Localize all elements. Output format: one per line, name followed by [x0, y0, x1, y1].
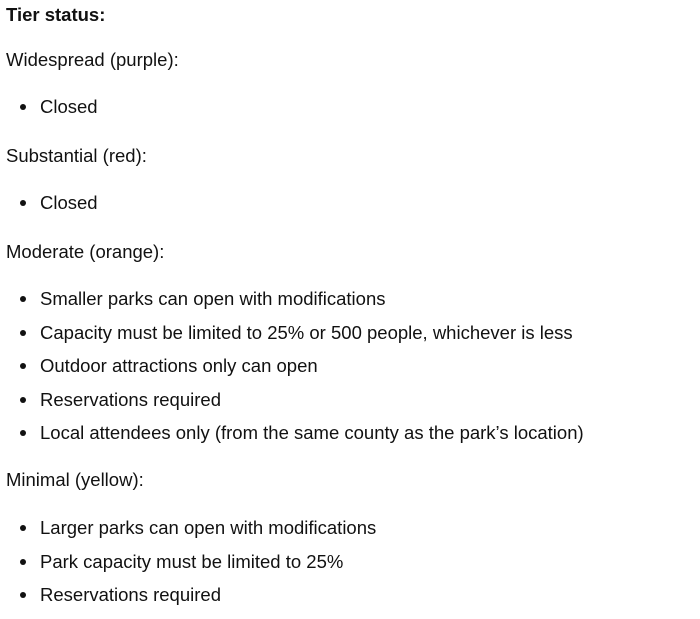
list-item-text: Larger parks can open with modifications — [40, 517, 377, 538]
section-heading: Tier status: — [6, 4, 106, 25]
list-item-text: Capacity must be limited to 25% or 500 people, whichever is less — [40, 321, 573, 343]
list-item-text: Reservations required — [40, 584, 221, 606]
list-item-text: Local attendees only (from the same county as the park’s location) — [40, 422, 584, 444]
bullet-icon — [20, 363, 26, 369]
list-item-text: Outdoor attractions only can open — [40, 355, 318, 377]
list-item-text: Reservations required — [40, 388, 221, 410]
bullet-icon — [20, 397, 26, 403]
bullet-icon — [20, 104, 26, 110]
list-item-text: Closed — [40, 96, 98, 117]
bullet-icon — [20, 330, 26, 336]
bullet-icon — [20, 559, 26, 565]
tier-label-widespread: Widespread (purple): — [6, 49, 179, 70]
tier-label-minimal: Minimal (yellow): — [6, 469, 144, 490]
list-item-text: Smaller parks can open with modifications — [40, 288, 386, 309]
bullet-icon — [20, 296, 26, 302]
bullet-icon — [20, 430, 26, 436]
bullet-icon — [20, 592, 26, 598]
list-item-text: Park capacity must be limited to 25% — [40, 550, 344, 572]
tier-label-moderate: Moderate (orange): — [6, 241, 165, 262]
bullet-icon — [20, 200, 26, 206]
list-item-text: Closed — [40, 192, 98, 213]
bullet-icon — [20, 525, 26, 531]
tier-label-substantial: Substantial (red): — [6, 145, 147, 166]
